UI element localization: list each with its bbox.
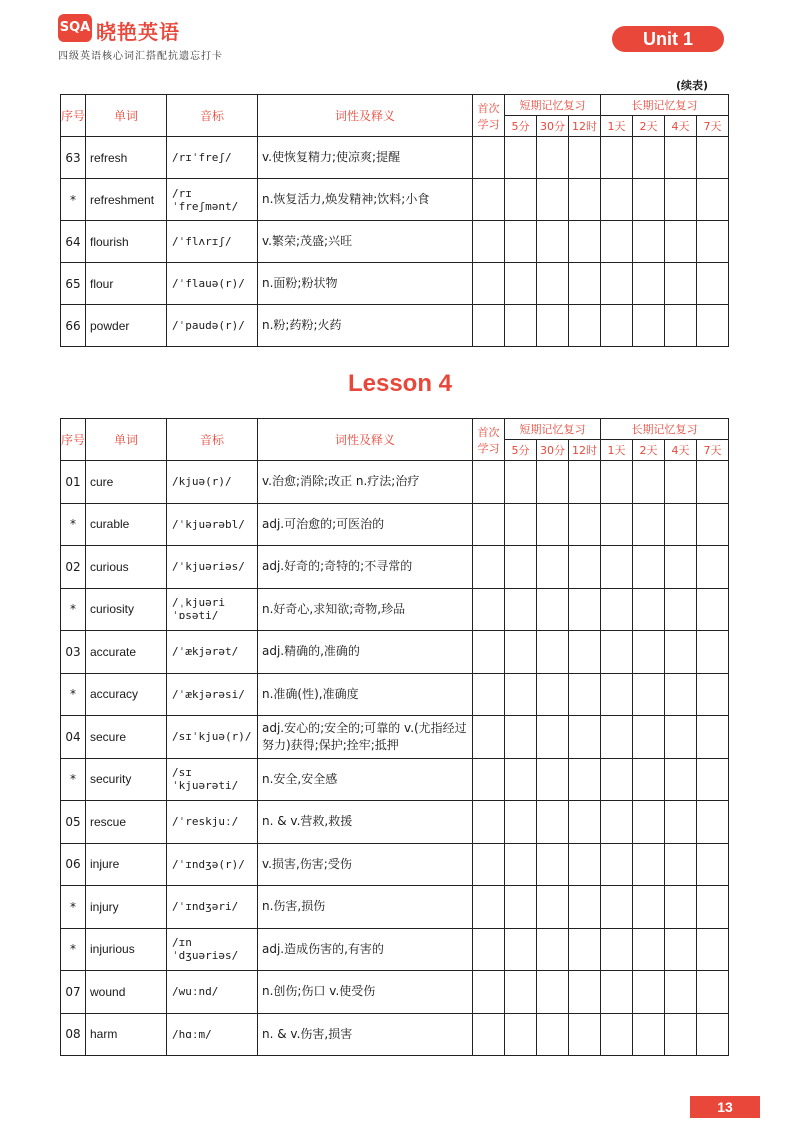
review-checkbox-cell[interactable] (665, 305, 697, 347)
review-checkbox-cell[interactable] (633, 843, 665, 886)
review-checkbox-cell[interactable] (569, 305, 601, 347)
table-row (61, 137, 729, 179)
row-word: flour (86, 263, 167, 305)
table-row (61, 928, 729, 971)
review-checkbox-cell[interactable] (537, 221, 569, 263)
row-word: injure (86, 843, 167, 886)
review-checkbox-cell[interactable] (537, 843, 569, 886)
row-phonetic: /sɪˈkjuərəti/ (167, 758, 258, 801)
review-checkbox-cell[interactable] (665, 843, 697, 886)
header-interval: 30分 (537, 440, 569, 461)
header-short-term: 短期记忆复习 (505, 419, 601, 440)
review-checkbox-cell[interactable] (633, 631, 665, 674)
page-number: 13 (690, 1096, 760, 1118)
review-checkbox-cell[interactable] (505, 631, 537, 674)
table-row (61, 971, 729, 1014)
review-checkbox-cell[interactable] (505, 1013, 537, 1056)
review-checkbox-cell[interactable] (473, 971, 505, 1014)
review-checkbox-cell[interactable] (633, 928, 665, 971)
review-checkbox-cell[interactable] (473, 179, 505, 221)
row-phonetic: /rɪˈfreʃmənt/ (167, 179, 258, 221)
review-checkbox-cell[interactable] (537, 263, 569, 305)
review-checkbox-cell[interactable] (665, 588, 697, 631)
review-checkbox-cell[interactable] (665, 971, 697, 1014)
review-checkbox-cell[interactable] (569, 758, 601, 801)
review-checkbox-cell[interactable] (505, 801, 537, 844)
review-checkbox-cell[interactable] (665, 137, 697, 179)
header-first-study: 首次学习 (473, 95, 505, 137)
review-checkbox-cell[interactable] (697, 1013, 729, 1056)
table-row (61, 305, 729, 347)
header-word: 单词 (86, 95, 167, 137)
row-seq: 05 (61, 801, 86, 844)
row-phonetic: /sɪˈkjuə(r)/ (167, 716, 258, 759)
row-seq: * (61, 928, 86, 971)
review-checkbox-cell[interactable] (473, 503, 505, 546)
row-word: accuracy (86, 673, 167, 716)
review-checkbox-cell[interactable] (601, 588, 633, 631)
review-checkbox-cell[interactable] (505, 461, 537, 504)
table-row (61, 546, 729, 589)
row-seq: 65 (61, 263, 86, 305)
row-definition: adj.可治愈的;可医治的 (258, 503, 473, 546)
row-word: refresh (86, 137, 167, 179)
review-checkbox-cell[interactable] (473, 758, 505, 801)
review-checkbox-cell[interactable] (601, 221, 633, 263)
header-long-term: 长期记忆复习 (601, 95, 729, 116)
vocab-table-2 (60, 418, 729, 1056)
header-interval: 7天 (697, 440, 729, 461)
review-checkbox-cell[interactable] (537, 503, 569, 546)
review-checkbox-cell[interactable] (697, 179, 729, 221)
review-checkbox-cell[interactable] (633, 886, 665, 929)
review-checkbox-cell[interactable] (601, 546, 633, 589)
row-word: security (86, 758, 167, 801)
continued-label: (续表) (676, 79, 709, 92)
review-checkbox-cell[interactable] (537, 801, 569, 844)
review-checkbox-cell[interactable] (537, 673, 569, 716)
review-checkbox-cell[interactable] (697, 263, 729, 305)
row-word: curable (86, 503, 167, 546)
header-word: 单词 (86, 419, 167, 461)
header-interval: 1天 (601, 116, 633, 137)
review-checkbox-cell[interactable] (505, 588, 537, 631)
row-definition: n.好奇心,求知欲;奇物,珍品 (258, 588, 473, 631)
row-seq: * (61, 886, 86, 929)
review-checkbox-cell[interactable] (569, 179, 601, 221)
row-word: rescue (86, 801, 167, 844)
review-checkbox-cell[interactable] (665, 716, 697, 759)
review-checkbox-cell[interactable] (601, 179, 633, 221)
row-seq: 08 (61, 1013, 86, 1056)
row-phonetic: /ˈreskjuː/ (167, 801, 258, 844)
row-word: injurious (86, 928, 167, 971)
review-checkbox-cell[interactable] (473, 716, 505, 759)
review-checkbox-cell[interactable] (505, 137, 537, 179)
review-checkbox-cell[interactable] (601, 801, 633, 844)
header-phonetic: 音标 (167, 419, 258, 461)
row-phonetic: /ˈɪndʒəri/ (167, 886, 258, 929)
row-definition: n.准确(性),准确度 (258, 673, 473, 716)
review-checkbox-cell[interactable] (665, 546, 697, 589)
row-seq: 63 (61, 137, 86, 179)
review-checkbox-cell[interactable] (697, 886, 729, 929)
review-checkbox-cell[interactable] (569, 461, 601, 504)
row-word: harm (86, 1013, 167, 1056)
row-definition: n.伤害,损伤 (258, 886, 473, 929)
review-checkbox-cell[interactable] (537, 588, 569, 631)
review-checkbox-cell[interactable] (697, 588, 729, 631)
table-row (61, 461, 729, 504)
table-row (61, 221, 729, 263)
row-word: flourish (86, 221, 167, 263)
header-interval: 7天 (697, 116, 729, 137)
row-seq: 02 (61, 546, 86, 589)
review-checkbox-cell[interactable] (601, 305, 633, 347)
table-row (61, 801, 729, 844)
review-checkbox-cell[interactable] (473, 801, 505, 844)
review-checkbox-cell[interactable] (473, 886, 505, 929)
review-checkbox-cell[interactable] (697, 673, 729, 716)
table-row (61, 263, 729, 305)
row-definition: n.面粉;粉状物 (258, 263, 473, 305)
review-checkbox-cell[interactable] (569, 588, 601, 631)
table-row (61, 716, 729, 759)
unit-badge: Unit 1 (612, 26, 724, 52)
header-phonetic: 音标 (167, 95, 258, 137)
row-definition: n.创伤;伤口 v.使受伤 (258, 971, 473, 1014)
review-checkbox-cell[interactable] (665, 758, 697, 801)
header-interval: 1天 (601, 440, 633, 461)
table-row (61, 588, 729, 631)
row-seq: 66 (61, 305, 86, 347)
row-seq: 64 (61, 221, 86, 263)
row-phonetic: /ɪnˈdʒuəriəs/ (167, 928, 258, 971)
review-checkbox-cell[interactable] (601, 928, 633, 971)
row-seq: 07 (61, 971, 86, 1014)
review-checkbox-cell[interactable] (473, 461, 505, 504)
header-definition: 词性及释义 (258, 419, 473, 461)
table-row (61, 673, 729, 716)
review-checkbox-cell[interactable] (697, 503, 729, 546)
review-checkbox-cell[interactable] (537, 137, 569, 179)
row-phonetic: /ˈpaudə(r)/ (167, 305, 258, 347)
review-checkbox-cell[interactable] (505, 716, 537, 759)
row-definition: adj.精确的,准确的 (258, 631, 473, 674)
review-checkbox-cell[interactable] (665, 631, 697, 674)
review-checkbox-cell[interactable] (569, 503, 601, 546)
review-checkbox-cell[interactable] (537, 758, 569, 801)
review-checkbox-cell[interactable] (473, 305, 505, 347)
header-interval: 5分 (505, 440, 537, 461)
review-checkbox-cell[interactable] (601, 673, 633, 716)
lesson-title: Lesson 4 (347, 370, 453, 397)
review-checkbox-cell[interactable] (665, 461, 697, 504)
review-checkbox-cell[interactable] (537, 546, 569, 589)
header-interval: 4天 (665, 440, 697, 461)
review-checkbox-cell[interactable] (569, 631, 601, 674)
review-checkbox-cell[interactable] (537, 305, 569, 347)
header-seq: 序号 (61, 95, 86, 137)
review-checkbox-cell[interactable] (601, 1013, 633, 1056)
review-checkbox-cell[interactable] (505, 179, 537, 221)
row-seq: * (61, 588, 86, 631)
review-checkbox-cell[interactable] (569, 928, 601, 971)
review-checkbox-cell[interactable] (633, 971, 665, 1014)
review-checkbox-cell[interactable] (569, 716, 601, 759)
row-word: curious (86, 546, 167, 589)
vocab-table-1 (60, 94, 729, 347)
table-row (61, 503, 729, 546)
header-interval: 12时 (569, 440, 601, 461)
review-checkbox-cell[interactable] (537, 461, 569, 504)
row-word: curiosity (86, 588, 167, 631)
row-definition: adj.造成伤害的,有害的 (258, 928, 473, 971)
review-checkbox-cell[interactable] (473, 137, 505, 179)
review-checkbox-cell[interactable] (665, 1013, 697, 1056)
table-row (61, 886, 729, 929)
row-seq: 01 (61, 461, 86, 504)
review-checkbox-cell[interactable] (665, 263, 697, 305)
review-checkbox-cell[interactable] (697, 631, 729, 674)
row-word: accurate (86, 631, 167, 674)
review-checkbox-cell[interactable] (569, 1013, 601, 1056)
row-seq: 03 (61, 631, 86, 674)
row-definition: n. & v.营救,救援 (258, 801, 473, 844)
review-checkbox-cell[interactable] (697, 137, 729, 179)
review-checkbox-cell[interactable] (569, 971, 601, 1014)
row-seq: * (61, 673, 86, 716)
review-checkbox-cell[interactable] (633, 263, 665, 305)
review-checkbox-cell[interactable] (665, 503, 697, 546)
review-checkbox-cell[interactable] (665, 886, 697, 929)
row-definition: n.安全,安全感 (258, 758, 473, 801)
review-checkbox-cell[interactable] (633, 179, 665, 221)
review-checkbox-cell[interactable] (473, 221, 505, 263)
row-seq: * (61, 758, 86, 801)
review-checkbox-cell[interactable] (505, 673, 537, 716)
review-checkbox-cell[interactable] (697, 971, 729, 1014)
header-interval: 4天 (665, 116, 697, 137)
review-checkbox-cell[interactable] (473, 928, 505, 971)
row-phonetic: /ˈækjərəsi/ (167, 673, 258, 716)
review-checkbox-cell[interactable] (601, 137, 633, 179)
brand-subtitle: 四级英语核心词汇搭配抗遗忘打卡 (58, 51, 223, 62)
row-seq: 04 (61, 716, 86, 759)
review-checkbox-cell[interactable] (697, 758, 729, 801)
row-word: powder (86, 305, 167, 347)
review-checkbox-cell[interactable] (601, 263, 633, 305)
row-phonetic: /ˈflʌrɪʃ/ (167, 221, 258, 263)
review-checkbox-cell[interactable] (537, 928, 569, 971)
review-checkbox-cell[interactable] (505, 221, 537, 263)
review-checkbox-cell[interactable] (697, 546, 729, 589)
row-definition: n.粉;药粉;火药 (258, 305, 473, 347)
table-row (61, 631, 729, 674)
review-checkbox-cell[interactable] (473, 1013, 505, 1056)
row-definition: n. & v.伤害,损害 (258, 1013, 473, 1056)
review-checkbox-cell[interactable] (505, 928, 537, 971)
review-checkbox-cell[interactable] (569, 263, 601, 305)
row-definition: v.使恢复精力;使凉爽;提醒 (258, 137, 473, 179)
row-definition: v.繁荣;茂盛;兴旺 (258, 221, 473, 263)
review-checkbox-cell[interactable] (569, 886, 601, 929)
review-checkbox-cell[interactable] (665, 221, 697, 263)
review-checkbox-cell[interactable] (569, 546, 601, 589)
review-checkbox-cell[interactable] (569, 221, 601, 263)
row-definition: n.恢复活力,焕发精神;饮料;小食 (258, 179, 473, 221)
review-checkbox-cell[interactable] (505, 546, 537, 589)
row-seq: * (61, 179, 86, 221)
header-definition: 词性及释义 (258, 95, 473, 137)
row-definition: adj.好奇的;奇特的;不寻常的 (258, 546, 473, 589)
review-checkbox-cell[interactable] (633, 221, 665, 263)
header-short-term: 短期记忆复习 (505, 95, 601, 116)
row-phonetic: /ˈflauə(r)/ (167, 263, 258, 305)
review-checkbox-cell[interactable] (537, 179, 569, 221)
review-checkbox-cell[interactable] (569, 137, 601, 179)
review-checkbox-cell[interactable] (601, 758, 633, 801)
row-definition: v.治愈;消除;改正 n.疗法;治疗 (258, 461, 473, 504)
review-checkbox-cell[interactable] (633, 673, 665, 716)
review-checkbox-cell[interactable] (601, 971, 633, 1014)
review-checkbox-cell[interactable] (633, 716, 665, 759)
review-checkbox-cell[interactable] (505, 886, 537, 929)
row-definition: v.损害,伤害;受伤 (258, 843, 473, 886)
table-row (61, 758, 729, 801)
review-checkbox-cell[interactable] (633, 137, 665, 179)
review-checkbox-cell[interactable] (569, 801, 601, 844)
review-checkbox-cell[interactable] (665, 801, 697, 844)
header-seq: 序号 (61, 419, 86, 461)
brand-logo: SQA (58, 14, 92, 42)
header-interval: 2天 (633, 116, 665, 137)
review-checkbox-cell[interactable] (537, 716, 569, 759)
row-phonetic: /ˈkjuəriəs/ (167, 546, 258, 589)
review-checkbox-cell[interactable] (601, 503, 633, 546)
row-phonetic: /ˈkjuərəbl/ (167, 503, 258, 546)
row-phonetic: /ˈɪndʒə(r)/ (167, 843, 258, 886)
review-checkbox-cell[interactable] (505, 971, 537, 1014)
review-checkbox-cell[interactable] (665, 928, 697, 971)
header-interval: 2天 (633, 440, 665, 461)
review-checkbox-cell[interactable] (473, 631, 505, 674)
review-checkbox-cell[interactable] (633, 305, 665, 347)
header-interval: 12时 (569, 116, 601, 137)
review-checkbox-cell[interactable] (697, 843, 729, 886)
row-phonetic: /kjuə(r)/ (167, 461, 258, 504)
review-checkbox-cell[interactable] (569, 843, 601, 886)
row-word: injury (86, 886, 167, 929)
review-checkbox-cell[interactable] (473, 546, 505, 589)
header-first-study: 首次学习 (473, 419, 505, 461)
review-checkbox-cell[interactable] (505, 503, 537, 546)
header-interval: 30分 (537, 116, 569, 137)
review-checkbox-cell[interactable] (505, 843, 537, 886)
review-checkbox-cell[interactable] (601, 461, 633, 504)
review-checkbox-cell[interactable] (633, 461, 665, 504)
review-checkbox-cell[interactable] (505, 263, 537, 305)
table-row (61, 1013, 729, 1056)
review-checkbox-cell[interactable] (505, 758, 537, 801)
brand-name: 晓艳英语 (96, 20, 180, 44)
row-phonetic: /hɑːm/ (167, 1013, 258, 1056)
row-phonetic: /ˌkjuəriˈɒsəti/ (167, 588, 258, 631)
review-checkbox-cell[interactable] (697, 221, 729, 263)
review-checkbox-cell[interactable] (697, 461, 729, 504)
table-row (61, 843, 729, 886)
review-checkbox-cell[interactable] (601, 886, 633, 929)
row-definition: adj.安心的;安全的;可靠的 v.(尤指经过努力)获得;保护;拴牢;抵押 (258, 716, 473, 759)
header-long-term: 长期记忆复习 (601, 419, 729, 440)
review-checkbox-cell[interactable] (633, 758, 665, 801)
row-seq: * (61, 503, 86, 546)
review-checkbox-cell[interactable] (633, 503, 665, 546)
review-checkbox-cell[interactable] (697, 716, 729, 759)
review-checkbox-cell[interactable] (601, 631, 633, 674)
row-word: secure (86, 716, 167, 759)
review-checkbox-cell[interactable] (537, 1013, 569, 1056)
row-phonetic: /rɪˈfreʃ/ (167, 137, 258, 179)
review-checkbox-cell[interactable] (569, 673, 601, 716)
review-checkbox-cell[interactable] (697, 928, 729, 971)
table-row (61, 179, 729, 221)
review-checkbox-cell[interactable] (601, 716, 633, 759)
row-phonetic: /ˈækjərət/ (167, 631, 258, 674)
review-checkbox-cell[interactable] (473, 263, 505, 305)
review-checkbox-cell[interactable] (537, 631, 569, 674)
review-checkbox-cell[interactable] (633, 546, 665, 589)
row-word: cure (86, 461, 167, 504)
review-checkbox-cell[interactable] (633, 801, 665, 844)
row-word: refreshment (86, 179, 167, 221)
row-word: wound (86, 971, 167, 1014)
review-checkbox-cell[interactable] (473, 588, 505, 631)
review-checkbox-cell[interactable] (665, 673, 697, 716)
review-checkbox-cell[interactable] (537, 971, 569, 1014)
review-checkbox-cell[interactable] (473, 673, 505, 716)
review-checkbox-cell[interactable] (633, 588, 665, 631)
review-checkbox-cell[interactable] (697, 801, 729, 844)
review-checkbox-cell[interactable] (505, 305, 537, 347)
row-phonetic: /wuːnd/ (167, 971, 258, 1014)
review-checkbox-cell[interactable] (601, 843, 633, 886)
header-interval: 5分 (505, 116, 537, 137)
review-checkbox-cell[interactable] (633, 1013, 665, 1056)
review-checkbox-cell[interactable] (697, 305, 729, 347)
review-checkbox-cell[interactable] (537, 886, 569, 929)
row-seq: 06 (61, 843, 86, 886)
review-checkbox-cell[interactable] (665, 179, 697, 221)
review-checkbox-cell[interactable] (473, 843, 505, 886)
